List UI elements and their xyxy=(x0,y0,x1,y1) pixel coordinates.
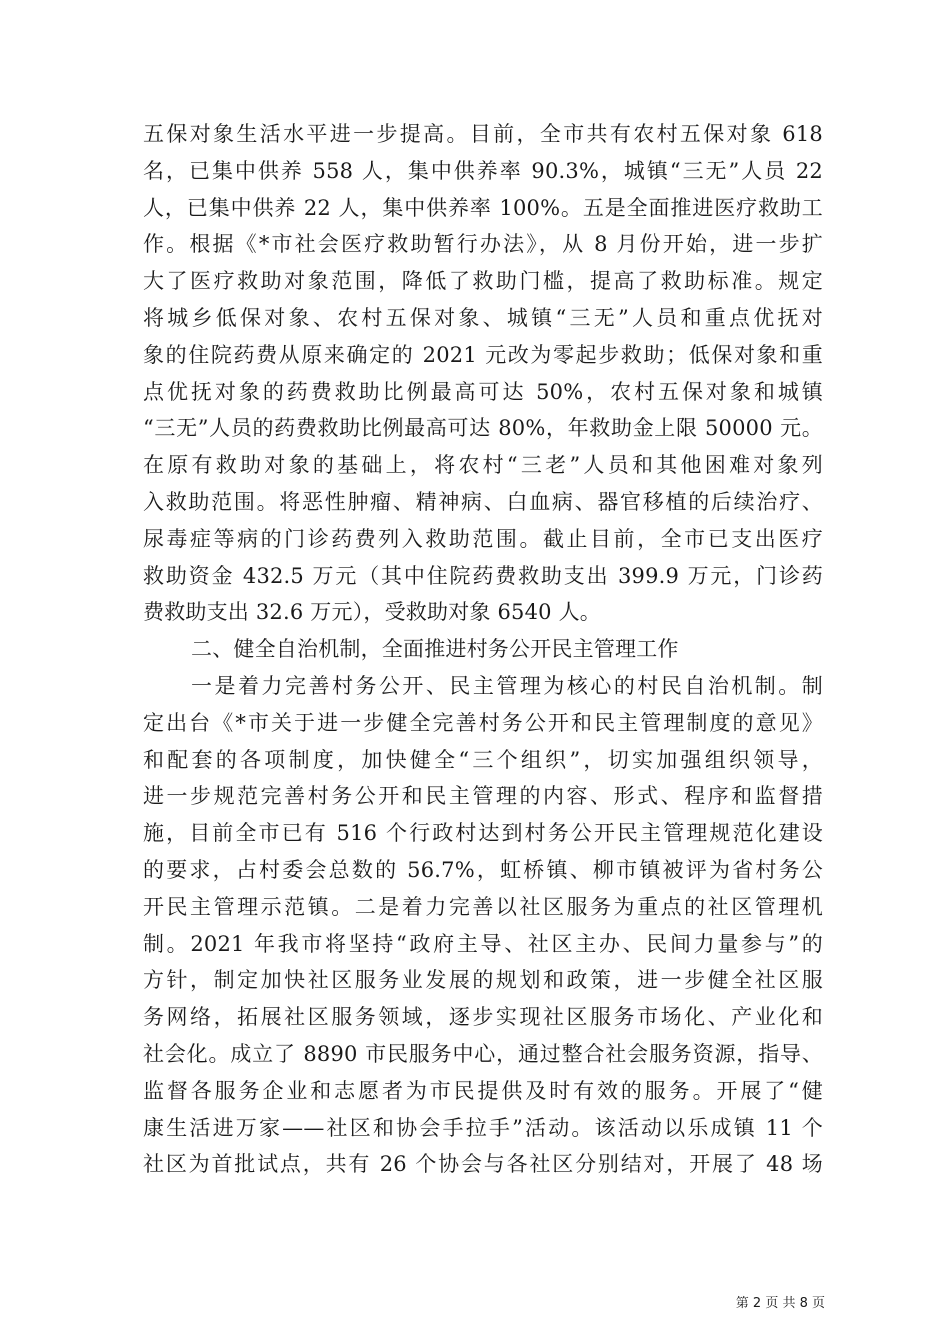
text-line: 大了医疗救助对象范围，降低了救助门槛，提高了救助标准。规定 xyxy=(143,269,823,294)
text-line: 象的住院药费从原来确定的 2021 元改为零起步救助；低保对象和重 xyxy=(143,342,823,367)
text-line: 费救助支出 32.6 万元），受救助对象 6540 人。 xyxy=(143,600,602,625)
text-line: 将城乡低保对象、农村五保对象、城镇“三无”人员和重点优抚对 xyxy=(143,305,823,330)
text-line: 康生活进万家——社区和协会手拉手”活动。该活动以乐成镇 11 个 xyxy=(143,1115,823,1140)
text-line: 点优抚对象的药费救助比例最高可达 50%，农村五保对象和城镇 xyxy=(143,379,823,404)
text-line: 社会化。成立了 8890 市民服务中心，通过整合社会服务资源，指导、 xyxy=(143,1041,823,1066)
text-line: 名，已集中供养 558 人，集中供养率 90.3%，城镇“三无”人员 22 xyxy=(143,158,823,183)
text-line: 开民主管理示范镇。二是着力完善以社区服务为重点的社区管理机 xyxy=(143,894,823,919)
text-line: 作。根据《*市社会医疗救助暂行办法》，从 8 月份开始，进一步扩 xyxy=(143,232,823,257)
text-line: “三无”人员的药费救助比例最高可达 80%，年救助金上限 50000 元。 xyxy=(143,416,823,441)
text-line: 务网络，拓展社区服务领域，逐步实现社区服务市场化、产业化和 xyxy=(143,1005,823,1030)
text-line: 二、健全自治机制，全面推进村务公开民主管理工作 xyxy=(191,637,679,662)
text-line: 的要求，占村委会总数的 56.7%，虹桥镇、柳市镇被评为省村务公 xyxy=(143,857,823,882)
text-line: 进一步规范完善村务公开和民主管理的内容、形式、程序和监督措 xyxy=(143,784,823,809)
text-line: 定出台《*市关于进一步健全完善村务公开和民主管理制度的意见》 xyxy=(143,710,823,735)
text-line: 一是着力完善村务公开、民主管理为核心的村民自治机制。制 xyxy=(191,673,823,698)
text-line: 尿毒症等病的门诊药费列入救助范围。截止目前，全市已支出医疗 xyxy=(143,526,823,551)
text-line: 在原有救助对象的基础上，将农村“三老”人员和其他困难对象列 xyxy=(143,453,823,478)
text-line: 五保对象生活水平进一步提高。目前，全市共有农村五保对象 618 xyxy=(143,122,823,146)
text-line: 和配套的各项制度，加快健全“三个组织”，切实加强组织领导， xyxy=(143,747,823,772)
page-number: 第 2 页 共 8 页 xyxy=(735,1296,825,1311)
text-line: 制。2021 年我市将坚持“政府主导、社区主办、民间力量参与”的 xyxy=(143,931,823,956)
body-text xyxy=(143,116,823,1183)
text-line: 人，已集中供养 22 人，集中供养率 100%。五是全面推进医疗救助工 xyxy=(143,195,823,220)
text-line: 监督各服务企业和志愿者为市民提供及时有效的服务。开展了“健 xyxy=(143,1078,823,1103)
text-line: 方针，制定加快社区服务业发展的规划和政策，进一步健全社区服 xyxy=(143,968,823,993)
text-line: 施，目前全市已有 516 个行政村达到村务公开民主管理规范化建设 xyxy=(143,821,823,846)
text-line: 救助资金 432.5 万元（其中住院药费救助支出 399.9 万元，门诊药 xyxy=(143,563,823,588)
text-line: 社区为首批试点，共有 26 个协会与各社区分别结对，开展了 48 场 xyxy=(143,1152,823,1177)
text-line: 入救助范围。将恶性肿瘤、精神病、白血病、器官移植的后续治疗、 xyxy=(143,489,823,514)
